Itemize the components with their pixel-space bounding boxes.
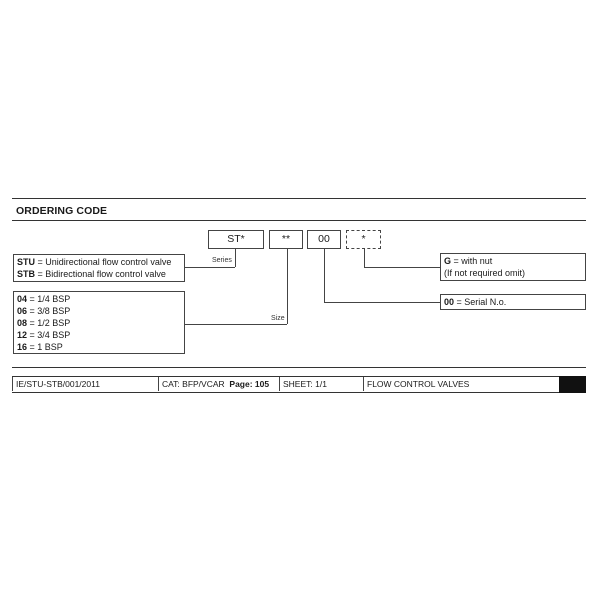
series-options-box xyxy=(13,254,185,282)
series-option-stb: STB = Bidirectional flow control valve xyxy=(17,269,166,279)
code-box-size xyxy=(269,230,303,249)
nut-connector-v xyxy=(364,249,365,267)
footer-black-block xyxy=(559,376,586,393)
footer-doc-ref: IE/STU-STB/001/2011 xyxy=(16,379,100,389)
footer-cat: CAT: BFP/VCAR Page: 105 xyxy=(162,379,270,389)
size-option-04: 04 = 1/4 BSP xyxy=(17,294,71,304)
nut-option-box xyxy=(440,253,586,281)
footer-section: FLOW CONTROL VALVES xyxy=(367,379,470,389)
footer-sheet: SHEET: 1/1 xyxy=(283,379,327,389)
serial-option: 00 = Serial N.o. xyxy=(444,297,507,307)
size-option-08: 08 = 1/2 BSP xyxy=(17,318,71,328)
size-connector-v xyxy=(287,249,288,324)
series-option-stu: STU = Unidirectional flow control valve xyxy=(17,257,172,267)
nut-option-note: (If not required omit) xyxy=(444,268,526,278)
size-label: Size xyxy=(271,315,285,322)
code-box-serial-text: 00 xyxy=(318,233,330,245)
code-box-size-text: ** xyxy=(281,233,291,245)
size-connector-h xyxy=(185,324,287,325)
footer-row-bottom xyxy=(12,392,586,393)
serial-option-box xyxy=(440,294,586,310)
size-option-06: 06 = 3/8 BSP xyxy=(17,306,71,316)
series-label: Series xyxy=(212,257,232,264)
code-box-series xyxy=(208,230,264,249)
footer-sep-2 xyxy=(279,377,280,391)
nut-option: G = with nut xyxy=(444,256,493,266)
section-title: ORDERING CODE xyxy=(16,205,108,217)
size-option-12: 12 = 3/4 BSP xyxy=(17,330,71,340)
series-connector-v xyxy=(235,249,236,267)
title-bottom-rule xyxy=(12,220,586,221)
title-top-rule xyxy=(12,198,586,199)
footer-sep-3 xyxy=(363,377,364,391)
nut-connector-h xyxy=(364,267,440,268)
footer-sep-1 xyxy=(158,377,159,391)
footer-top-rule xyxy=(12,367,586,368)
footer-sep-left xyxy=(12,377,13,391)
series-connector-h xyxy=(185,267,235,268)
serial-connector-h xyxy=(324,302,440,303)
code-box-serial xyxy=(307,230,341,249)
code-box-series-text: ST* xyxy=(227,233,245,245)
serial-connector-v xyxy=(324,249,325,302)
size-options-box xyxy=(13,291,185,354)
code-box-nut-text: * xyxy=(361,233,366,245)
code-box-nut xyxy=(346,230,381,249)
size-option-16: 16 = 1 BSP xyxy=(17,342,63,352)
